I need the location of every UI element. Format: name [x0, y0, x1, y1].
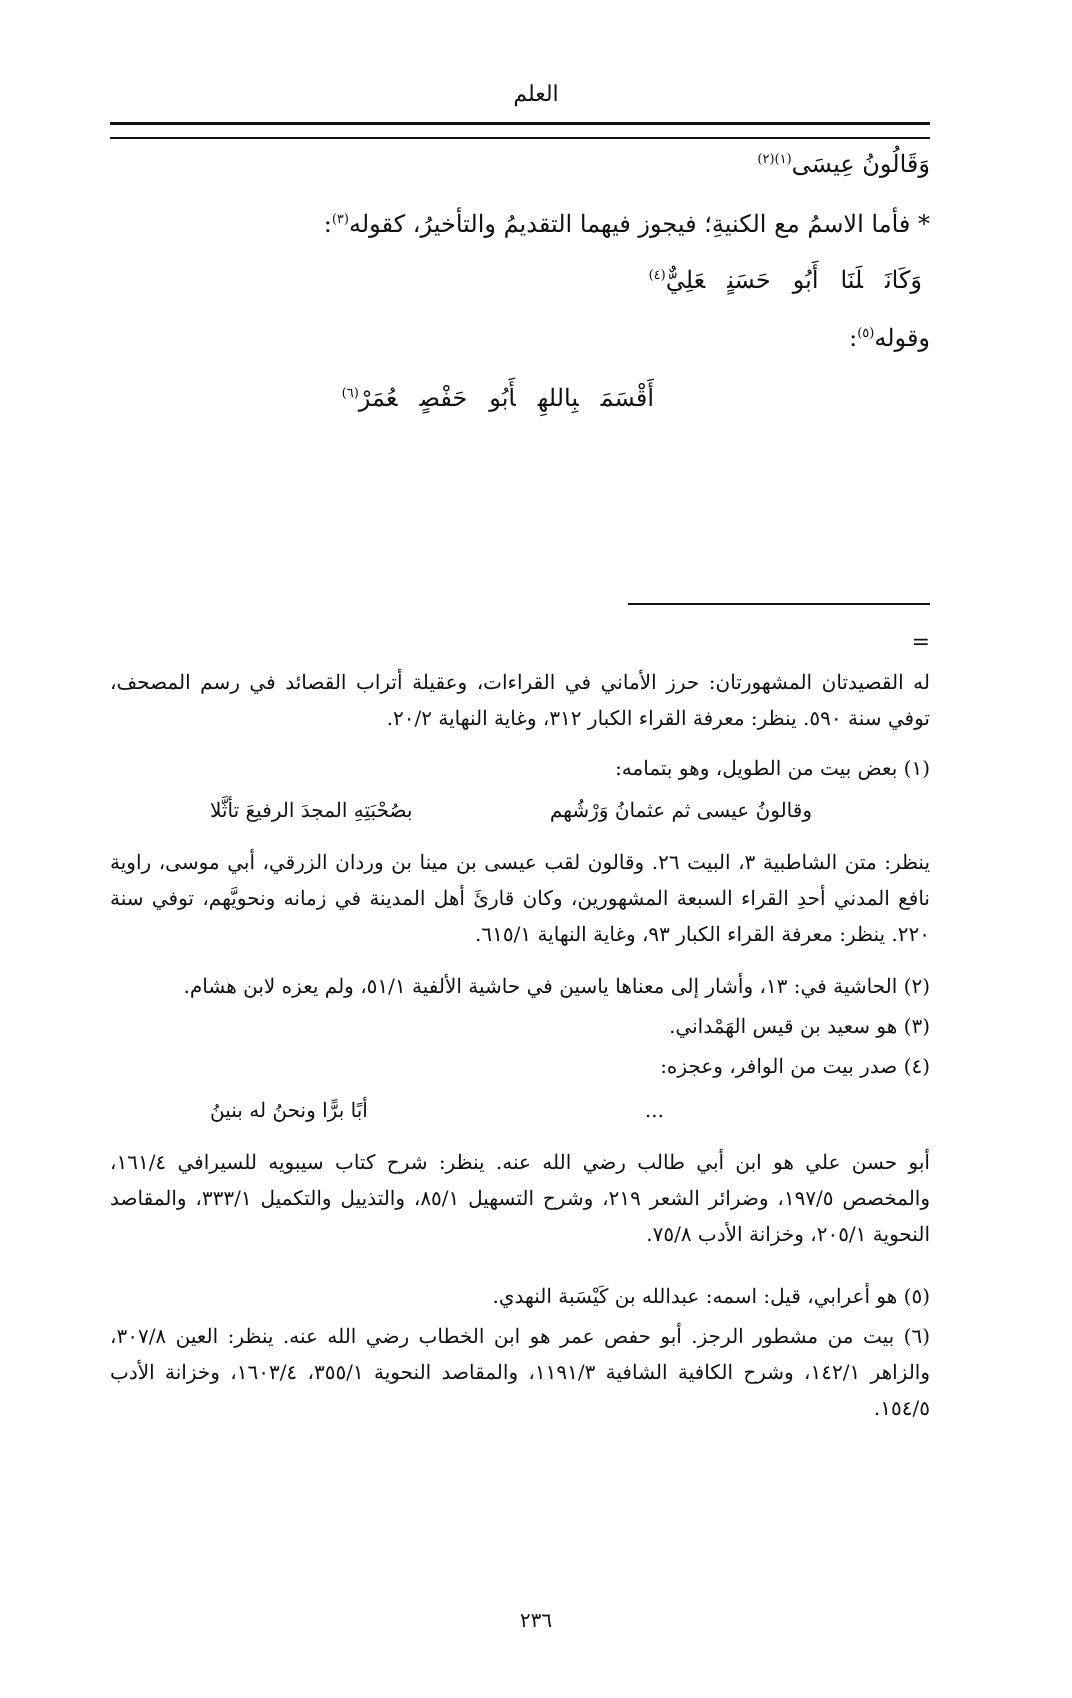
continuation-mark: = [911, 630, 930, 655]
paragraph-text: * فأما الاسمُ مع الكنيةِ؛ فيجوز فيهما التقديمُ والتأخيرُ، كقوله [348, 210, 930, 238]
verse-word: أَبُو [792, 266, 819, 294]
page-number: ٢٣٦ [519, 1608, 553, 1632]
footnote-1-body: ينظر: متن الشاطبية ٣، البيت ٢٦. وقالون لقب عيسى بن مينا بن وردان الزرقي، أبي موسى، راوية نافع المدني أحدِ القراء السبعة المشهورين، وكان قارئَ أهل المدينة في زمانه ونحويَّهم، توفي سنة ٢٢٠. ينظر: معرفة القراء الكبار ٩٣، وغاية النهاية ٦١٥/١. [110, 850, 931, 946]
footnote-3: (٣) هو سعيد بن قيس الهَمْداني. [669, 1014, 930, 1038]
footnote-4-head: (٤) صدر بيت من الوافر، وعجزه: [660, 1054, 930, 1078]
footnote-4-verse-second: أبًا برًّا ونحنُ له بنينُ [210, 1098, 368, 1122]
verse-line-qalun [757, 152, 930, 176]
verse-word: أَبُو [489, 384, 516, 412]
footnote-2: (٢) الحاشية في: ١٣، وأشار إلى معناها ياسين في حاشية الألفية ٥١/١، ولم يعزه لابن هشام. [183, 974, 930, 998]
colon: : [849, 324, 858, 352]
footnote-rule [628, 603, 930, 605]
paragraph-text: وقوله [874, 324, 930, 352]
footnote-ref: (١)(٢) [757, 152, 792, 167]
footnote-ref: (٥) [857, 326, 875, 341]
paragraph-qawluh [849, 326, 930, 350]
header-rule-thick [110, 122, 930, 125]
running-header: العلم [513, 82, 559, 107]
footnote-ref: (٦) [341, 386, 359, 401]
verse-word: عُمَرْ [358, 384, 398, 412]
verse-word: بِاللهِ [537, 384, 579, 412]
footnote-ref: (٤) [648, 268, 666, 283]
verse-word: لَنَا [840, 266, 863, 294]
verse-text: وَقَالُونُ عِيسَى [791, 150, 930, 178]
footnote-1-head: (١) بعض بيت من الطويل، وهو بتمامه: [615, 756, 930, 780]
footnote-5: (٥) هو أعرابي، قيل: اسمه: عبدالله بن كَيْسَبة النهدي. [492, 1284, 930, 1308]
footnote-1-verse-first: وقالونُ عيسى ثم عثمانُ وَرْشُهم [549, 798, 812, 822]
verse-line-abu-hasan [649, 268, 922, 292]
verse-word: أَقْسَمَ [600, 384, 654, 412]
verse-word: حَفْصٍ [419, 384, 468, 412]
footnote-4-body: أبو حسن علي هو ابن أبي طالب رضي الله عنه. ينظر: شرح كتاب سيبويه للسيرافي ١٦١/٤، والمخصص ١٩٧/٥، وضرائر الشعر ٢١٩، وشرح التسهيل ٨٥/١، والتذييل والتكميل ٣٣٣/١، والمقاصد النحوية ٢٠٥/١، وخزانة الأدب ٧٥/٨. [110, 1150, 931, 1246]
footnote-ref: (٣) [331, 212, 349, 227]
verse-word: حَسَنٍ [727, 266, 771, 294]
verse-word: عَلِيٌّ [665, 266, 706, 294]
footnote-continuation: له القصيدتان المشهورتان: حرز الأماني في القراءات، وعقيلة أتراب القصائد في رسم المصحف، توفي سنة ٥٩٠. ينظر: معرفة القراء الكبار ٣١٢، وغاية النهاية ٢٠/٢. [110, 670, 930, 730]
footnote-6: (٦) بيت من مشطور الرجز. أبو حفص عمر هو ابن الخطاب رضي الله عنه. ينظر: العين ٣٠٧/٨، والزاهر ١٤٢/١، وشرح الكافية الشافية ١١٩١/٣، والمقاصد النحوية ٣٥٥/١، ١٦٠٣/٤، وخزانة الأدب ١٥٤/٥. [110, 1324, 931, 1420]
verse-word: وَكَانَ [884, 266, 922, 294]
header-rule-thin [110, 137, 930, 139]
paragraph-name-kunya [324, 212, 930, 236]
colon: : [323, 210, 332, 238]
footnote-1-verse-second: بصُحْبَتِهِ المجدَ الرفيعَ تأثَّلا [210, 798, 413, 822]
verse-line-abu-hafs [342, 386, 654, 410]
footnote-4-verse-first: ... [644, 1098, 664, 1122]
